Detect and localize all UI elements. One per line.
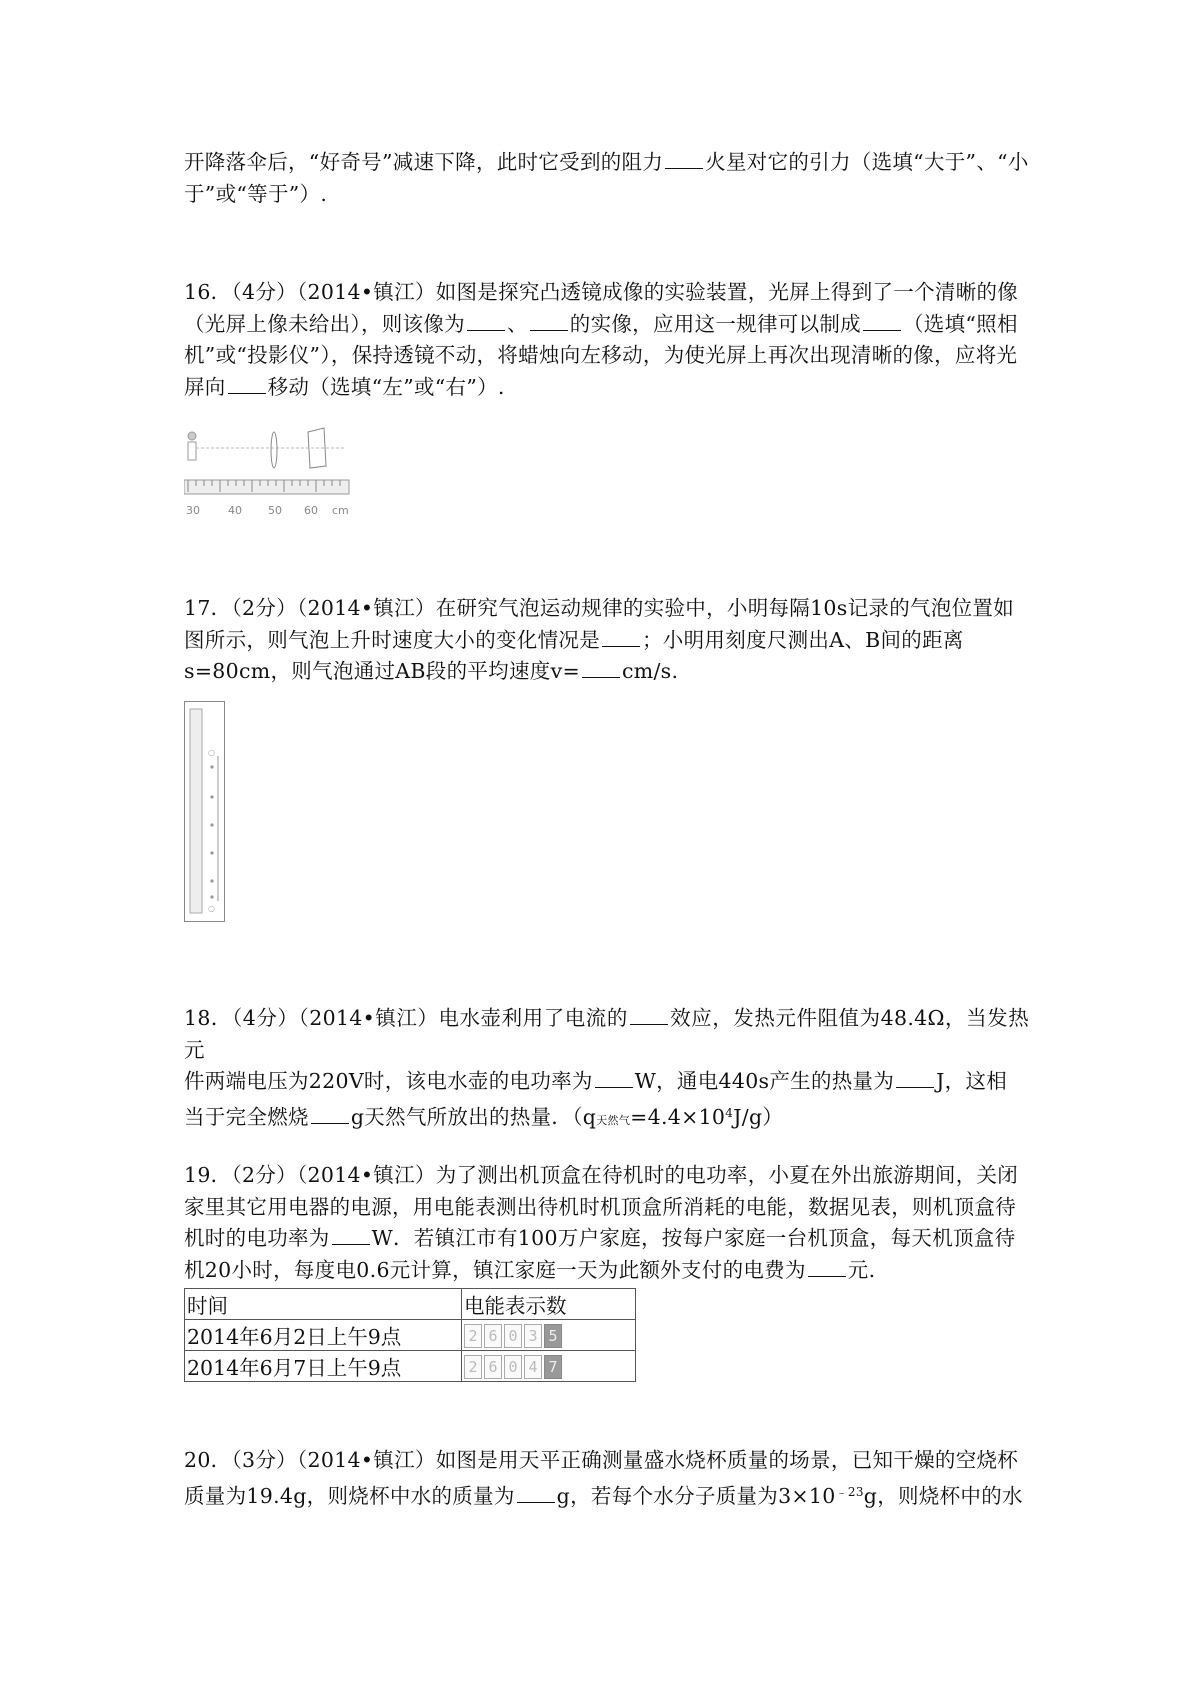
table-header-row — [185, 1289, 636, 1320]
text-line — [184, 1255, 1029, 1287]
text-line — [184, 1003, 1029, 1066]
text-span: W，通电440s产生的热量为 — [634, 1069, 895, 1093]
text-span: 机时的电功率为 — [184, 1226, 330, 1250]
answer-blank[interactable] — [467, 312, 505, 331]
svg-text:○: ○ — [208, 748, 215, 757]
text-span: g天然气所放出的热量．（q — [350, 1104, 597, 1129]
text-span: g，则烧杯中的水 — [863, 1483, 1023, 1508]
question-16 — [184, 277, 1029, 403]
text-span: 移动（选填“左”或“右”）. — [267, 374, 505, 399]
text-span: 18．（4分）（2014•镇江）电水壶利用了电流的 — [184, 1006, 628, 1030]
text-span: 元. — [847, 1257, 876, 1282]
superscript-text: ﹣23 — [835, 1484, 864, 1499]
text-span: （选填“照相 — [902, 311, 1018, 336]
scale-label: 30 — [186, 504, 200, 517]
answer-blank[interactable] — [517, 1484, 555, 1503]
table-header-cell: 时间 — [185, 1289, 462, 1320]
text-line — [184, 309, 1029, 341]
text-span: cm/s. — [621, 659, 679, 683]
lens-icon — [271, 432, 277, 468]
answer-blank[interactable] — [630, 1006, 668, 1025]
meter-digit: 3 — [524, 1324, 542, 1348]
text-line — [184, 1098, 1029, 1137]
text-span: 机20小时，每度电0.6元计算，镇江家庭一天为此额外支付的电费为 — [184, 1257, 806, 1282]
candle-icon — [188, 442, 196, 460]
flame-icon — [188, 432, 196, 440]
text-span: g，若每个水分子质量为3×10 — [556, 1483, 836, 1508]
text-line — [184, 372, 1029, 404]
answer-blank[interactable] — [311, 1105, 349, 1124]
text-span: J/g） — [733, 1104, 784, 1129]
scale-label: 60 — [304, 504, 318, 517]
text-span: 火星对它的引力（选填“大于”、“小 — [705, 150, 1029, 174]
meter-digit: 2 — [464, 1355, 482, 1379]
text-line — [184, 656, 1029, 688]
table-header-cell: 电能表示数 — [462, 1289, 636, 1320]
text-line — [184, 1066, 1029, 1098]
text-span: J，这相 — [936, 1069, 1008, 1093]
text-line: 于”或“等于”）. — [184, 181, 328, 206]
text-line: 机”或“投影仪”），保持透镜不动，将蜡烛向左移动，为使光屏上再次出现清晰的像，应将光 — [184, 343, 1018, 367]
text-span: （光屏上像未给出），则该像为 — [184, 311, 465, 336]
table-row — [185, 1351, 636, 1382]
energy-meter-table — [184, 1288, 636, 1382]
text-line — [184, 1223, 1029, 1255]
meter-digit: 6 — [484, 1324, 502, 1348]
scale-label: 50 — [268, 504, 282, 517]
answer-blank[interactable] — [582, 659, 620, 678]
question-15-tail — [184, 147, 1029, 210]
text-span: ；小明用刻度尺测出A、B间的距离 — [642, 627, 964, 652]
question-19 — [184, 1160, 1029, 1286]
meter-digit: 0 — [504, 1355, 522, 1379]
text-line: 19．（2分）（2014•镇江）为了测出机顶盒在待机时的电功率，小夏在外出旅游期间，关闭 — [184, 1163, 1019, 1187]
answer-blank[interactable] — [530, 312, 568, 331]
question-18 — [184, 1003, 1029, 1136]
text-span: 效应，发热元件阻值为48.4Ω，当发热元 — [184, 1006, 1030, 1062]
question-20 — [184, 1445, 1029, 1512]
meter-digit: 4 — [524, 1355, 542, 1379]
text-line: 17．（2分）（2014•镇江）在研究气泡运动规律的实验中，小明每隔10s记录的气泡位置如 — [184, 596, 1014, 620]
text-span: 、 — [506, 311, 528, 336]
text-span: 件两端电压为220V时，该电水壶的电功率为 — [184, 1069, 593, 1093]
text-span: 开降落伞后，“好奇号”减速下降，此时它受到的阻力 — [184, 150, 664, 174]
text-line — [184, 625, 1029, 657]
lens-experiment-figure — [184, 418, 359, 526]
answer-blank[interactable] — [332, 1226, 370, 1245]
meter-digit: 0 — [504, 1324, 522, 1348]
answer-blank[interactable] — [595, 1069, 633, 1088]
meter-reading — [464, 1355, 564, 1379]
svg-text:○: ○ — [208, 904, 215, 913]
text-line — [184, 1477, 1029, 1513]
answer-blank[interactable] — [228, 375, 266, 394]
answer-blank[interactable] — [665, 150, 703, 169]
meter-digit: 2 — [464, 1324, 482, 1348]
text-span: 当于完全燃烧 — [184, 1104, 309, 1129]
text-span: 屏向 — [184, 374, 226, 399]
text-line: 家里其它用电器的电源，用电能表测出待机时机顶盒所消耗的电能，数据见表，则机顶盒待 — [184, 1194, 1016, 1219]
table-cell-meter — [462, 1320, 636, 1351]
text-span: W．若镇江市有100万户家庭，按每户家庭一台机顶盒，每天机顶盒待 — [371, 1226, 1016, 1250]
text-span: s=80cm，则气泡通过AB段的平均速度v= — [184, 659, 580, 683]
text-line: 20．（3分）（2014•镇江）如图是用天平正确测量盛水烧杯质量的场景，已知干燥的空烧杯 — [184, 1448, 1019, 1472]
meter-reading — [464, 1324, 564, 1348]
scale-label: 40 — [228, 504, 242, 517]
table-row — [185, 1320, 636, 1351]
meter-decimal-digit: 5 — [544, 1324, 562, 1348]
answer-blank[interactable] — [863, 312, 901, 331]
table-cell-time: 2014年6月2日上午9点 — [185, 1320, 462, 1351]
meter-decimal-digit: 7 — [544, 1355, 562, 1379]
text-span: 图所示，则气泡上升时速度大小的变化情况是 — [184, 627, 600, 652]
text-span: 质量为19.4g，则烧杯中水的质量为 — [184, 1483, 515, 1508]
table-cell-meter — [462, 1351, 636, 1382]
text-line — [184, 147, 1029, 179]
scale-label: cm — [332, 504, 349, 517]
bubble-tube-figure — [184, 701, 230, 923]
subscript-text: 天然气 — [596, 1113, 631, 1127]
answer-blank[interactable] — [808, 1258, 846, 1277]
table-cell-time: 2014年6月7日上午9点 — [185, 1351, 462, 1382]
text-line: 16．（4分）（2014•镇江）如图是探究凸透镜成像的实验装置，光屏上得到了一个清晰的像 — [184, 280, 1019, 304]
glass-tube — [190, 709, 202, 913]
text-span: =4.4×10 — [630, 1104, 726, 1129]
answer-blank[interactable] — [896, 1069, 934, 1088]
superscript-text: 4 — [725, 1105, 734, 1120]
answer-blank[interactable] — [602, 628, 640, 647]
question-17 — [184, 593, 1029, 688]
meter-digit: 6 — [484, 1355, 502, 1379]
text-span: 的实像，应用这一规律可以制成 — [569, 311, 861, 336]
